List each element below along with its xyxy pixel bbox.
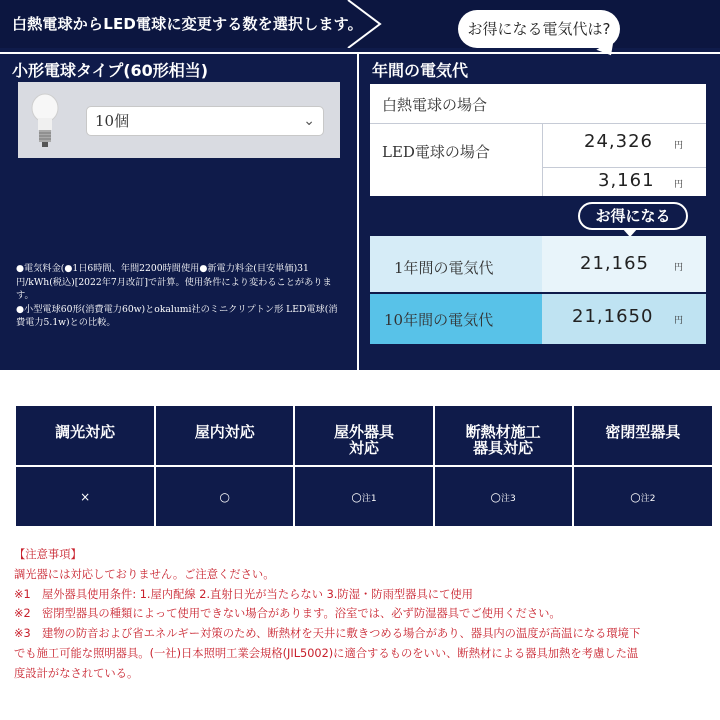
light-bulb-icon — [30, 92, 60, 150]
header-divider — [0, 52, 720, 54]
yen-unit: 円 — [674, 141, 684, 151]
yen-unit: 円 — [674, 263, 684, 273]
savings-pill: お得になる — [578, 202, 688, 230]
value-sealed — [573, 466, 712, 526]
note-comparison: ●小型電球60形(消費電力60w)とokalumi社のミニクリプトン形 LED電球(消費電力5.1w)との比較。 — [16, 303, 338, 328]
bulb-select-box — [18, 82, 340, 158]
ten-year-savings-row — [370, 294, 706, 344]
mark: × — [80, 489, 91, 504]
caution-notes — [14, 545, 714, 684]
one-year-savings-row — [370, 236, 706, 292]
chevron-right-icon — [342, 0, 390, 48]
header-insulation: 断熱材施工 器具対応 — [434, 406, 573, 466]
table-divider — [542, 167, 706, 168]
instruction-text: 白熱電球からLED電球に変更する数を選択します。 — [12, 15, 363, 33]
chevron-down-icon: ⌄ — [303, 113, 315, 129]
annual-cost-title: 年間の電気代 — [372, 61, 469, 80]
note-electricity: ●電気料金(●1日6時間、年間2200時間使用●新電力料金(目安単価)31円/kWh(税込)[2022年7月改訂]で計算。使用条件により変わることがあります。 — [16, 263, 332, 301]
incandescent-cost-value: 24,326 — [584, 131, 653, 152]
mark: ○ — [351, 489, 362, 504]
value-indoor — [155, 466, 294, 526]
caution-line: でも施工可能な照明器具。(一社)日本照明工業会規格(JIL5002)に適合するものをいい、断熱材による器具加熱を考慮した温 — [14, 646, 639, 660]
mark: ○ — [219, 489, 231, 504]
savings-speech-bubble: お得になる電気代は? — [458, 10, 620, 48]
incandescent-label: 白熱電球の場合 — [382, 96, 488, 114]
caution-line: 調光器には対応しておりません。ご注意ください。 — [14, 567, 275, 581]
ten-year-savings-value: 21,1650 — [572, 306, 654, 327]
column-divider — [357, 54, 359, 370]
header-indoor: 屋内対応 — [155, 406, 294, 466]
led-cost-value: 3,161 — [598, 170, 655, 191]
led-label: LED電球の場合 — [382, 143, 490, 161]
bulb-count-value: 10個 — [95, 112, 130, 130]
header-sealed: 密閉型器具 — [573, 406, 712, 466]
annual-cost-table — [370, 84, 706, 196]
one-year-label: 1年間の電気代 — [394, 259, 494, 277]
footnote-ref: 注2 — [640, 493, 656, 504]
footnote-ref: 注3 — [501, 493, 516, 504]
one-year-savings-value: 21,165 — [580, 253, 649, 274]
caution-line: 度設計がなされている。 — [14, 666, 139, 680]
footnote-ref: 注1 — [361, 493, 377, 504]
caution-line: ※1 屋外器具使用条件: 1.屋内配線 2.直射日光が当たらない 3.防湿・防雨型器具にて使用 — [14, 587, 473, 601]
caution-title: 【注意事項】 — [14, 548, 82, 561]
caution-line: ※3 建物の防音および省エネルギー対策のため、断熱材を天井に敷きつめる場合があり、器具内の温度が高温になる環境下 — [14, 627, 641, 641]
table-divider — [542, 124, 543, 196]
bulb-count-select[interactable] — [86, 106, 324, 136]
mark: ○ — [630, 489, 641, 504]
bulb-type-title: 小形電球タイプ(60形相当) — [12, 61, 209, 80]
header-outdoor: 屋外器具 対応 — [294, 406, 433, 466]
caution-line: ※2 密閉型器具の種類によって使用できない場合があります。浴室では、必ず防湿器具でご使用ください。 — [14, 607, 561, 621]
compatibility-table — [16, 406, 712, 528]
value-outdoor — [294, 466, 433, 526]
value-insulation — [434, 466, 573, 526]
table-divider — [370, 123, 706, 124]
calculation-notes — [16, 262, 346, 330]
ten-year-label: 10年間の電気代 — [384, 311, 494, 329]
mark: ○ — [490, 489, 502, 504]
yen-unit: 円 — [674, 316, 684, 326]
value-dimmable — [16, 466, 155, 526]
yen-unit: 円 — [674, 180, 684, 190]
header-dimmable: 調光対応 — [16, 406, 155, 466]
